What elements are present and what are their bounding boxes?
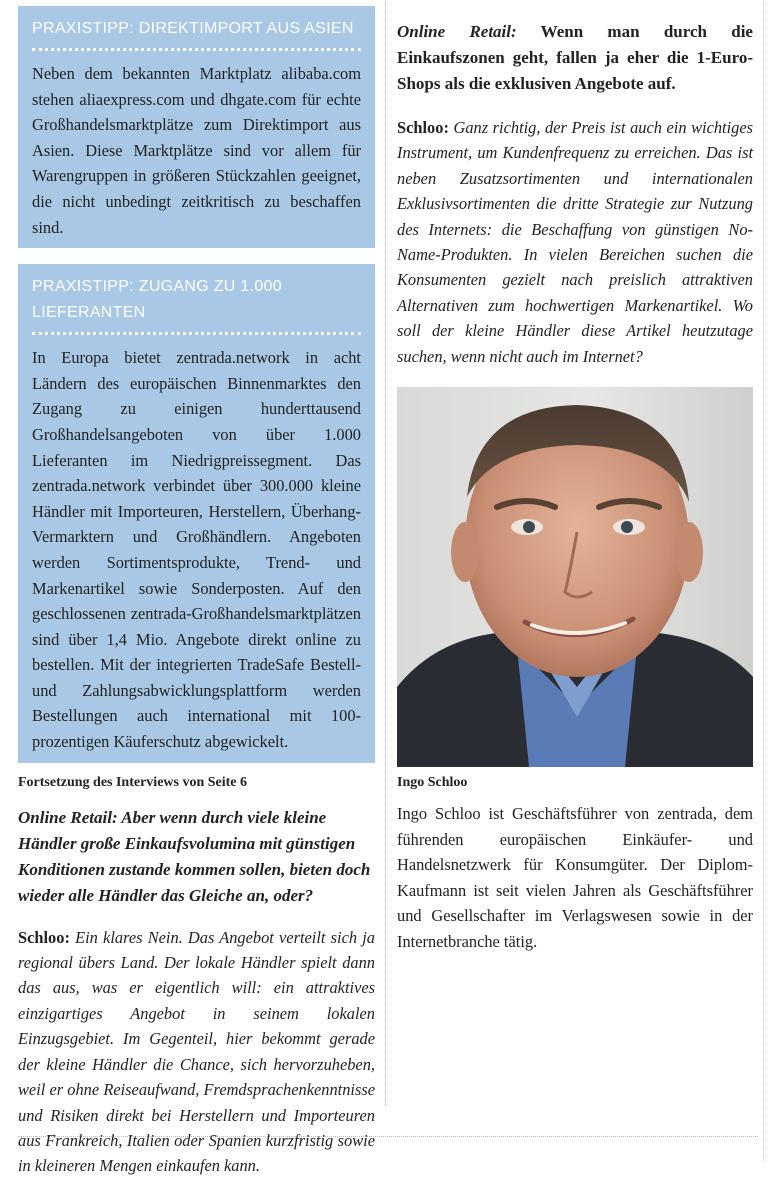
question-text: Wenn man durch die Einkaufszonen geht, fallen ja eher die 1-Euro-Shops als die exklusiven Angebote auf. (397, 22, 753, 93)
dotted-divider (32, 332, 361, 335)
tip-box-text: Neben dem bekannten Marktplatz alibaba.com stehen aliaexpress.com und dhgate.com für echte Großhandelsmarktplätze zum Direktimport aus Asien. Diese Marktplätze sind vor allem für Warengruppen in größeren Stückzahlen geeignet, die nicht unbedingt zeitkritisch zu beschaffen sind. (32, 64, 361, 237)
interview-answer (397, 115, 753, 369)
tip-box-lieferanten (18, 264, 375, 763)
answer-text: Ganz richtig, der Preis ist auch ein wichtiges Instrument, um Kundenfrequenz zu erreichen. Das ist neben Zusatzsortimenten und internationalen Exklusivsortimenten die dritte Strategie zur Nutzung des Internets: die Beschaffung von günstigen No-Name-Produkten. In vielen Bereichen suchen die Konsumenten gezielt nach preislich attraktiven Alternativen zum hochwertigen Markenartikel. Wo soll der kleine Händler diese Artikel heutzutage suchen, wenn nicht auch im Internet? (397, 118, 753, 366)
portrait-illustration (397, 387, 753, 767)
tip-box-direktimport (18, 6, 375, 248)
question-speaker: Online Retail: (397, 22, 517, 41)
interview-question (18, 805, 375, 909)
column-divider (385, 0, 387, 1105)
interview-answer (18, 925, 375, 1179)
portrait-photo (397, 387, 753, 767)
tip-box-text: In Europa bietet zentrada.network in acht Ländern des europäischen Binnenmarktes den Zugang zu einigen hunderttausend Großhandelsangeboten von über 1.000 Lieferanten im Niedrigpreissegment. Das zentrada.network verbindet über 300.000 kleine Händler mit Importeuren, Herstellern, Überhang-Vermarktern und Großhändlern. Angeboten werden Sortimentsprodukte, Trend- und Markenartikel sowie Sonderposten. Auf den geschlossenen zentrada-Großhandelsmarktplätzen sind über 1,4 Mio. Angebote direkt online zu bestellen. Mit der integrierten TradeSafe Bestell- und Zahlungsabwicklungsplattform werden Bestellungen auch international mit 100-prozentigen Käuferschutz abgewickelt. (32, 348, 361, 752)
interview-question (397, 19, 753, 97)
author-bio: Ingo Schloo ist Geschäftsführer von zentrada, dem führenden europäischen Einkäufer- und Handelsnetzwerk für Konsumgüter. Der Diplom-Kaufmann ist seit vielen Jahren als Geschäftsführer und Gesellschafter im Verlagswesen sowie in der Internetbranche tätig. (397, 804, 753, 952)
photo-caption: Ingo Schloo (397, 775, 468, 791)
question-speaker: Online Retail: (18, 807, 118, 827)
continuation-note: Fortsetzung des Interviews von Seite 6 (18, 774, 248, 790)
answer-speaker: Schloo: (18, 927, 70, 947)
right-column (397, 0, 753, 955)
tip-box-title: PRAXISTIPP: DIREKTIMPORT AUS ASIEN (32, 20, 354, 37)
tip-box-title: PRAXISTIPP: ZUGANG ZU 1.000 LIEFERANTEN (32, 278, 282, 322)
answer-text: Ein klares Nein. Das Angebot verteilt sich ja regional übers Land. Der lokale Händler spielt dann das aus, was er eigentlich will: ein attraktives einzigartiges Angebot in seinem lokalen Einzugsgebiet. Im Gegenteil, hier bekommt gerade der kleine Händler die Chance, sich hervorzuheben, weil er ohne Reiseaufwand, Fremdsprachenkenntnisse und Risiken direkt bei Herstellern und Importeuren aus Frankreich, Italien oder Spanien kurzfristig sowie in kleineren Mengen einkaufen kann. (18, 927, 375, 1176)
dotted-divider (32, 48, 361, 51)
question-text: Aber wenn durch viele kleine Händler große Einkaufsvolumina mit günstigen Konditionen zustande kommen sollen, bieten doch wieder alle Händler das Gleiche an, oder? (18, 807, 371, 905)
left-column (18, 6, 375, 1179)
answer-speaker: Schloo: (397, 118, 449, 137)
page-edge-divider (763, 0, 765, 1161)
